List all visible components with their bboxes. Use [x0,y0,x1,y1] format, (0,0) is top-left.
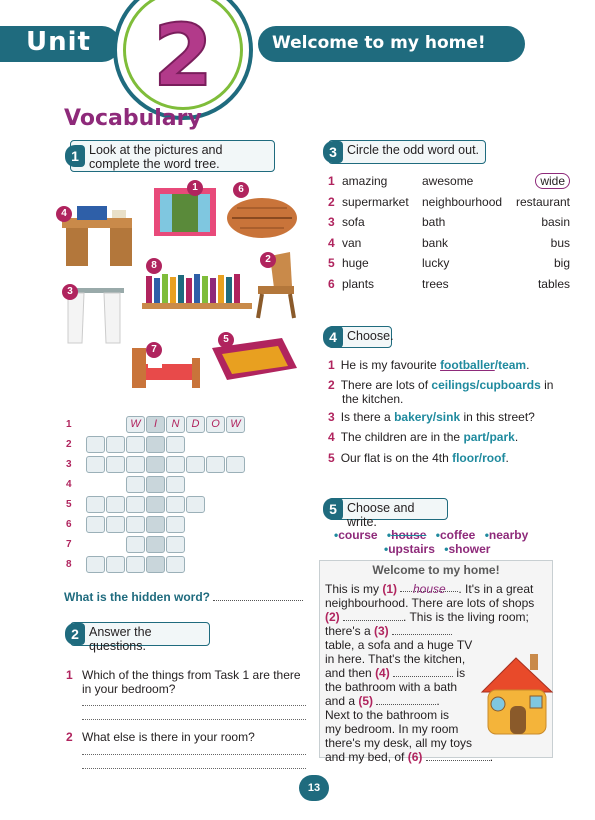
text-line-4 [325,624,452,638]
task2-instruction: Answer the questions. [89,625,152,653]
crossword-cell[interactable] [86,496,105,513]
crossword-row-number: 2 [66,439,72,450]
crossword-cell[interactable] [166,496,185,513]
choose-item: 2 There are lots of ceilings/cupboards in the kitchen. [328,378,554,406]
task2-number: 2 [65,623,85,645]
crossword-cell[interactable] [186,456,205,473]
question-number: 2 [66,730,73,744]
option-a[interactable]: ceilings [431,378,477,392]
crossword-cell[interactable] [106,516,125,533]
odd-word-option[interactable]: amazing [342,174,388,188]
text-line-1 [325,582,533,596]
picture-label-8: 8 [146,258,162,274]
task1-number: 1 [65,145,85,167]
crossword-cell[interactable] [186,496,205,513]
crossword-cell[interactable] [166,556,185,573]
odd-word-option[interactable]: van [342,235,362,250]
gap-answer-example[interactable]: house [400,582,458,592]
odd-word-row [328,215,570,229]
crossword-row-number: 1 [66,419,72,430]
text-line-10: Next to the bathroom is [325,708,450,722]
gap-number: (4) [375,666,390,680]
odd-word-option[interactable]: tables [537,276,570,291]
section-title: Vocabulary [64,106,202,131]
crossword-cell[interactable] [146,456,165,473]
odd-word-option[interactable]: awesome [422,174,474,188]
text-fragment: is [456,666,466,680]
word-bank-row-2: •upstairs •shower [384,542,491,556]
text-line-7 [325,666,465,680]
text-line-3 [325,610,529,624]
crossword-cell[interactable] [106,436,125,453]
choose-item: 3 Is there a bakery/sink in this street? [328,410,535,424]
odd-word-option[interactable]: neighbourhood [422,194,503,209]
text-line-2: neighbourhood. There are lots of shops [325,596,535,610]
gap-number: (2) [325,610,340,624]
crossword-cell[interactable] [106,496,125,513]
gap-number: (5) [358,694,374,708]
crossword-row-number: 3 [66,459,72,470]
gap-number: (6) [407,750,423,764]
crossword-cell[interactable] [126,536,145,553]
task1-instruction: Look at the pictures and complete the word tree. [89,143,223,171]
answer-line[interactable] [82,754,306,755]
crossword-cell[interactable] [166,536,185,553]
text-line-9: and a (5) . [325,694,440,708]
picture-label-3: 3 [62,284,78,300]
picture-label-6: 6 [233,182,249,198]
odd-word-option[interactable]: huge [342,256,369,270]
bed-icon [132,348,200,388]
row-number: 5 [328,256,335,270]
option-a[interactable]: footballer [440,358,495,372]
crossword-cell[interactable] [166,436,185,453]
crossword-cell[interactable] [126,476,145,493]
text-line-11: my bedroom. In my room [325,722,459,736]
crossword-cell[interactable] [126,456,145,473]
crossword-cell[interactable] [146,476,165,493]
carpet-icon [227,198,297,238]
crossword-cell[interactable] [166,476,185,493]
desk-icon [62,206,132,266]
bank-word[interactable]: coffee [440,528,476,542]
odd-word-option[interactable]: restaurant [515,194,570,209]
word-bank-row-1: •course •house •coffee •nearby [334,528,529,542]
gap-6[interactable] [426,751,490,761]
hidden-word-text: What is the hidden word? [64,590,210,604]
crossword-cell[interactable] [146,496,165,513]
task5-instruction: Choose and write. [347,501,415,529]
option-a[interactable]: part [463,430,487,444]
crossword-cell[interactable] [86,516,105,533]
odd-word-option[interactable]: basin [541,215,570,229]
task2-label [70,622,210,653]
crossword-cell[interactable] [126,556,145,573]
option-b[interactable]: roof [482,451,506,465]
task4-label [328,326,392,348]
item-number: 1 [328,358,335,372]
bank-word[interactable]: course [338,528,378,542]
house-icon [470,640,562,740]
odd-word-option[interactable]: supermarket [342,194,409,209]
item-number: 2 [328,378,335,392]
option-b[interactable]: cupboards [479,378,541,392]
answer-line[interactable] [82,705,306,706]
answer-line[interactable] [82,719,306,720]
text-line-12: there's my desk, all my toys [325,736,472,750]
odd-word-row [328,174,570,188]
odd-word-option[interactable]: bus [550,235,570,250]
crossword-row-number: 5 [66,499,72,510]
odd-word-option[interactable]: lucky [422,256,450,270]
bank-word[interactable]: upstairs [388,542,435,556]
odd-word-option[interactable]: wide [535,174,570,188]
crossword-row-number: 4 [66,479,72,490]
unit-number: 2 [153,6,213,106]
picture-label-7: 7 [146,342,162,358]
crossword-cell[interactable] [166,516,185,533]
crossword-cell[interactable] [86,556,105,573]
crossword-row-number: 6 [66,519,72,530]
odd-word-option[interactable]: big [553,256,570,270]
odd-word-option[interactable]: sofa [342,215,365,229]
bank-word-used[interactable]: house [391,528,427,542]
odd-word-option[interactable]: plants [342,276,375,291]
bank-word[interactable]: nearby [488,528,529,542]
odd-word-option[interactable]: trees [422,276,449,291]
text-line-13: and my bed, of (6) . [325,750,494,764]
choose-item: 1 He is my favourite footballer/team. [328,358,530,372]
crossword-cell[interactable] [86,436,105,453]
crossword-cell[interactable]: W [126,416,145,433]
task2-question-2 [66,730,316,744]
window-icon [154,188,216,236]
bank-word[interactable]: shower [448,542,491,556]
crossword-cell[interactable] [126,496,145,513]
odd-word-row [328,277,570,291]
picture-label-5: 5 [218,332,234,348]
item-number: 3 [328,410,335,424]
crossword-cell[interactable] [106,556,125,573]
gap-5[interactable] [376,695,436,705]
gap-2[interactable] [343,611,403,621]
task1-label [70,140,275,172]
text-fragment: and my bed, of [325,750,405,764]
task4-instruction: Choose. [347,329,394,343]
crossword-cell[interactable] [86,456,105,473]
question-number: 1 [66,668,73,682]
furniture-pictures [52,178,302,398]
row-number: 1 [328,174,335,188]
text-fragment: . It's in a great [458,582,534,596]
text-line-8: the bathroom with a bath [325,680,458,694]
question-text: Which of the things from Task 1 are there in your bedroom? [82,668,301,696]
crossword-cell[interactable]: I [146,416,165,433]
text-fragment: and a [325,694,356,708]
question-text: What else is there in your room? [82,730,255,744]
item-number: 4 [328,430,335,444]
crossword-cell[interactable] [126,516,145,533]
task3-label [328,140,486,164]
item-number: 5 [328,451,335,465]
picture-label-1: 1 [187,180,203,196]
task5-label [328,498,448,529]
task5-number: 5 [323,498,343,520]
crossword-cell[interactable] [126,436,145,453]
answer-line[interactable] [82,768,306,769]
picture-label-2: 2 [260,252,276,268]
crossword-cell[interactable]: N [166,416,185,433]
choose-item: 4 The children are in the part/park. [328,430,519,444]
unit-label: Unit [26,27,91,57]
option-b[interactable]: park [489,430,515,444]
unit-title: Welcome to my home! [272,33,486,53]
odd-word-option[interactable]: bank [422,235,449,250]
text-box-title: Welcome to my home! [372,563,500,577]
gap-number: (1) [382,582,398,596]
option-b[interactable]: sink [436,410,461,424]
row-number: 6 [328,276,335,291]
option-a[interactable]: floor [452,451,479,465]
gap-number: (3) [374,624,389,638]
task2-question-1 [66,668,316,696]
odd-word-row [328,236,570,250]
crossword-cell[interactable] [206,456,225,473]
row-number: 2 [328,194,335,209]
crossword-cell[interactable] [146,436,165,453]
task3-instruction: Circle the odd word out. [347,143,480,157]
crossword-cell[interactable] [146,516,165,533]
gap-4[interactable] [393,667,453,677]
task4-number: 4 [323,326,343,348]
text-fragment: and then [325,666,372,680]
crossword-cell[interactable]: W [226,416,245,433]
option-b[interactable]: team [498,358,527,372]
hidden-word-answer-line[interactable] [213,600,303,601]
hidden-word-question [64,590,303,604]
odd-word-row [328,195,570,209]
choose-item: 5 Our flat is on the 4th floor/roof. [328,451,509,465]
option-a[interactable]: bakery [394,410,433,424]
text-fragment: . This is the living room; [403,610,529,624]
row-number: 4 [328,235,335,250]
crossword-row-number: 8 [66,559,72,570]
text-line-6: in here. That's the kitchen, [325,652,466,666]
text-fragment: This is my [325,582,379,596]
crossword-cell[interactable] [146,556,165,573]
crossword-cell[interactable] [166,456,185,473]
crossword-cell[interactable]: O [206,416,225,433]
odd-word-option[interactable]: bath [422,215,446,229]
crossword-row-number: 7 [66,539,72,550]
crossword-cell[interactable] [146,536,165,553]
page-number: 13 [299,775,329,801]
text-fragment: there's a [325,624,371,638]
picture-label-4: 4 [56,206,72,222]
row-number: 3 [328,215,335,229]
task3-number: 3 [323,141,343,163]
crossword-cell[interactable] [226,456,245,473]
text-line-5: table, a sofa and a huge TV [325,638,473,652]
bookshelf-icon [142,274,252,309]
odd-word-row [328,256,570,270]
crossword-cell[interactable] [106,456,125,473]
crossword-cell[interactable]: D [186,416,205,433]
gap-3[interactable] [392,625,452,635]
